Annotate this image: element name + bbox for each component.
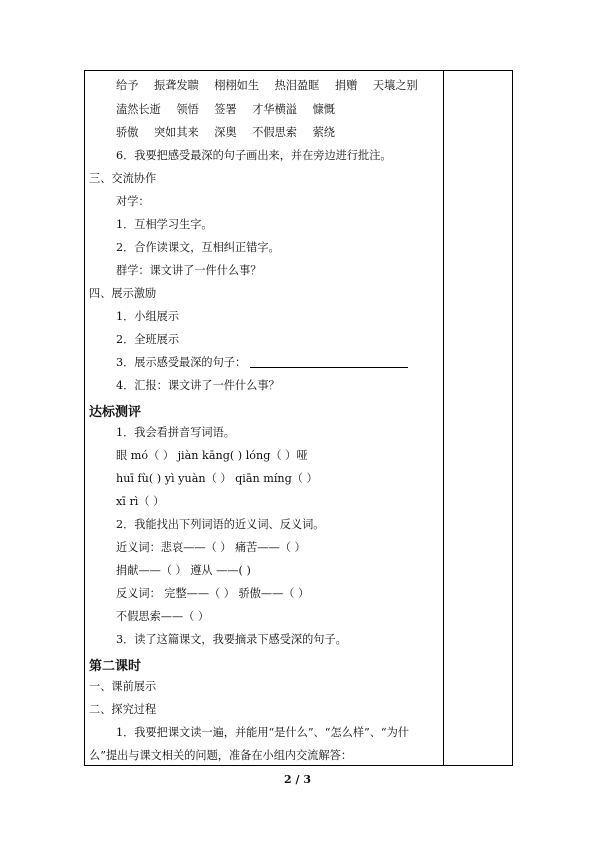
- vocab-word: 才华横溢: [252, 103, 297, 116]
- answer-blank[interactable]: [250, 367, 408, 368]
- assessment-q3: 3．读了这篇课文，我要摘录下感受深的句子。: [116, 633, 347, 646]
- pinyin-row-2: huī fù( ) yì yuàn（ ） qiān míng（ ）: [116, 472, 318, 485]
- vocab-word: 热泪盈眶: [274, 79, 320, 92]
- page-number: 2 / 3: [284, 773, 311, 786]
- show-step-1: 1．小组展示: [116, 310, 180, 323]
- section-4-heading: 四、展示激励: [89, 287, 157, 300]
- vocab-word: 骄傲: [116, 126, 139, 139]
- vocab-word: 不假思索: [252, 126, 297, 139]
- group-study: 群学：课文讲了一件什么事？: [116, 264, 262, 277]
- table-right-column-divider: [443, 70, 444, 766]
- vocab-word: 深奥: [214, 126, 237, 139]
- vocab-word: 天壤之别: [372, 79, 418, 92]
- assessment-q1: 1．我会看拼音写词语。: [116, 426, 235, 439]
- vocab-word: 溘然长逝: [116, 103, 161, 116]
- vocab-word: 振聋发聩: [153, 79, 199, 92]
- vocab-word: 慷慨: [312, 103, 335, 116]
- section-3-heading: 三、交流协作: [89, 172, 157, 185]
- antonym-row-1: 反义词： 完整——（ ） 骄傲——（ ）: [116, 587, 310, 600]
- pinyin-row-3: xī rì（ ）: [116, 495, 165, 508]
- lesson2-section-1: 一、课前展示: [89, 680, 157, 693]
- assessment-q2: 2．我能找出下列词语的近义词、反义词。: [116, 518, 325, 531]
- antonym-row-2: 不假思索——（ ）: [116, 610, 210, 623]
- show-step-3: [116, 356, 408, 370]
- show-step-4: 4．汇报：课文讲了一件什么事？: [116, 379, 280, 392]
- vocab-row-2: [116, 103, 347, 117]
- show-step-2: 2．全班展示: [116, 333, 180, 346]
- vocab-word: 给予: [116, 79, 139, 92]
- vocab-row-3: [116, 126, 347, 140]
- vocab-word: 突如其来: [153, 126, 199, 139]
- pair-step-1: 1．互相学习生字。: [116, 218, 213, 231]
- vocab-word: 签署: [214, 103, 237, 116]
- item-6: 6．我要把感受最深的句子画出来，并在旁边进行批注。: [116, 149, 392, 162]
- lesson-2-heading: 第二课时: [89, 659, 142, 674]
- assessment-heading: 达标测评: [89, 405, 142, 420]
- synonym-row-1: 近义词：悲哀——（ ） 痛苦——（ ）: [116, 541, 306, 554]
- synonym-row-2: 捐献——（ ） 遵从 ——( ): [116, 564, 251, 577]
- vocab-word: 萦绕: [312, 126, 335, 139]
- pair-study-label: 对学：: [116, 195, 150, 208]
- vocab-row-1: [116, 79, 430, 93]
- lesson2-section-2: 二、探究过程: [89, 703, 157, 716]
- show-step-3-label: 3．展示感受最深的句子：: [116, 356, 247, 369]
- pinyin-row-1: 眼 mó（ ） jiàn kāng( ) lóng（ ）哑: [116, 449, 308, 462]
- explore-task-line-1: 1．我要把课文读一遍，并能用“是什么”、“怎么样”、“为什: [116, 726, 410, 739]
- vocab-word: 领悟: [176, 103, 199, 116]
- explore-task-line-2: 么”提出与课文相关的问题，准备在小组内交流解答：: [89, 749, 353, 762]
- pair-step-2: 2．合作读课文，互相纠正错字。: [116, 241, 280, 254]
- vocab-word: 栩栩如生: [214, 79, 260, 92]
- vocab-word: 捐赠: [334, 79, 358, 92]
